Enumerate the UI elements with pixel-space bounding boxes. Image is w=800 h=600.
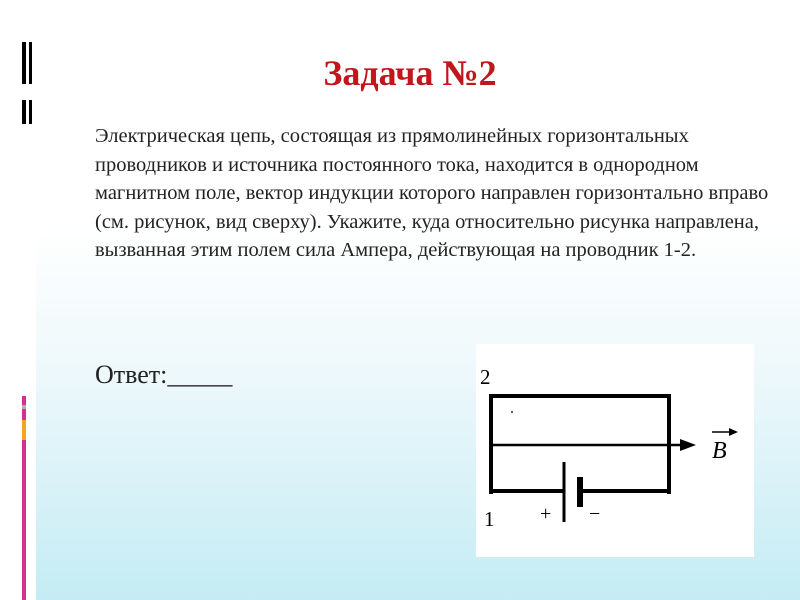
side-accent-pink — [22, 440, 26, 600]
circuit-diagram — [476, 344, 754, 557]
decorative-bar — [29, 100, 32, 124]
circuit-figure — [476, 344, 754, 557]
point-label-2: 2 — [480, 365, 491, 389]
slide-title: Задача №2 — [323, 53, 497, 93]
decorative-bar — [22, 100, 26, 124]
side-accent-orange — [22, 420, 26, 440]
point-label-1: 1 — [484, 507, 495, 531]
dot-mark — [511, 411, 513, 413]
field-arrowhead — [680, 439, 696, 451]
minus-sign: − — [589, 503, 601, 525]
vector-b-label: B — [712, 438, 727, 464]
vector-arrowhead-icon — [729, 428, 738, 436]
answer-label: Ответ:_____ — [95, 360, 233, 389]
problem-text: Электрическая цепь, состоящая из прямолинейных горизонтальных проводников и источника постоянного тока, находится в однородном магнитном поле, вектор индукции которого направлен горизонтально вправо (см. рисунок, вид сверху). Укажите, куда относительно рисунка направлена, вызванная этим полем сила Ампера, действующая на проводник 1-2. — [95, 125, 769, 261]
side-accent-gray — [22, 405, 26, 409]
plus-sign: + — [540, 503, 552, 525]
